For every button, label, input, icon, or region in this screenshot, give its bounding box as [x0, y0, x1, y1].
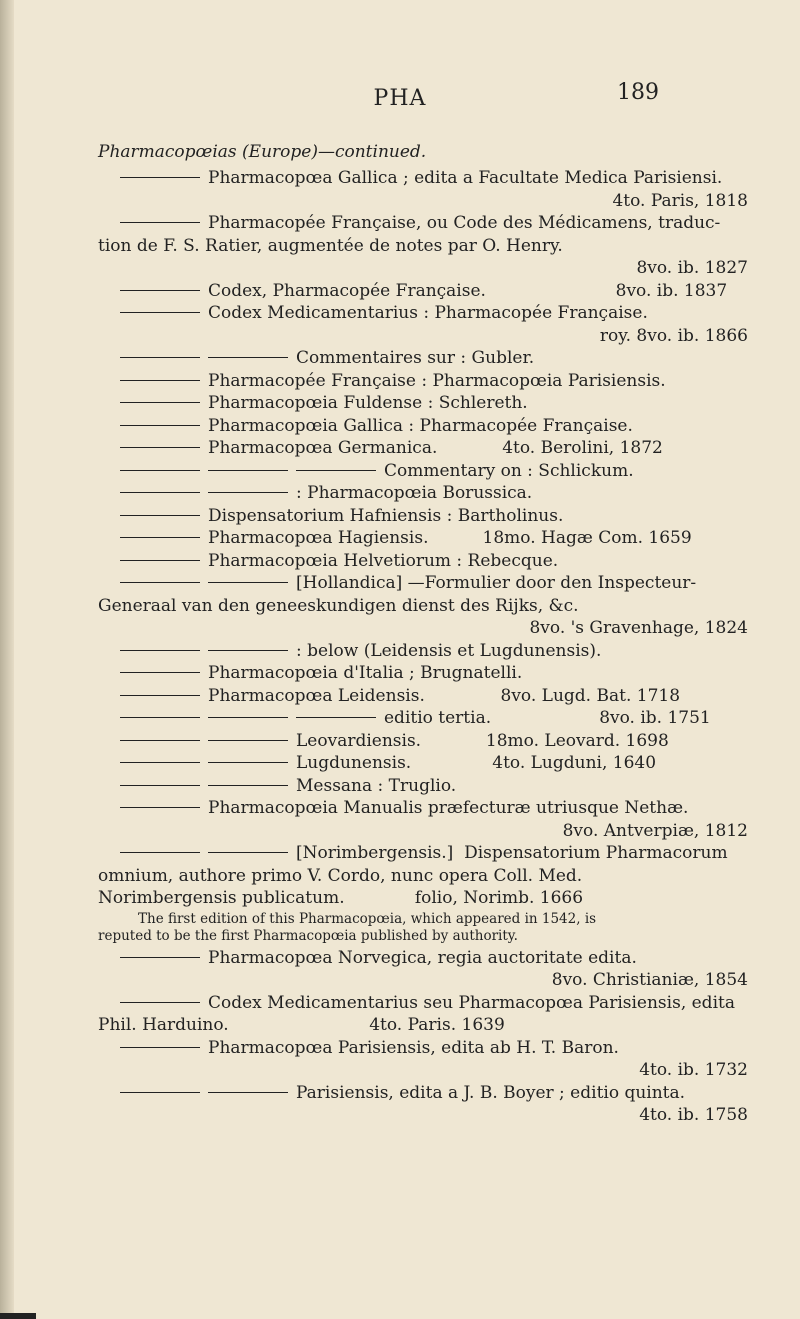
entry-line [98, 460, 748, 483]
ditto-dash [120, 740, 200, 741]
entry-line [98, 887, 748, 910]
entry-line [98, 280, 748, 303]
entry-line [98, 707, 748, 730]
bib-entry [98, 370, 748, 393]
entry-imprint: 8vo. 's Gravenhage, 1824 [529, 618, 748, 638]
ditto-dash [120, 1092, 200, 1093]
ditto-dashes [98, 550, 208, 573]
ditto-dash [120, 1047, 200, 1048]
entry-line [98, 595, 748, 618]
entry-text: Lugdunensis. 4to. Lugduni, 1640 [296, 753, 657, 773]
bib-entry [98, 797, 748, 842]
ditto-dash [208, 1092, 288, 1093]
ditto-dash [120, 762, 200, 763]
ditto-dash [120, 492, 200, 493]
section-title: Pharmacopœias (Europe)—continued. [98, 142, 427, 162]
entry-line [98, 730, 748, 753]
ditto-dashes [98, 992, 208, 1015]
ditto-dash [208, 785, 288, 786]
entry-text: Pharmacopée Française : Pharmacopœia Parisiensis. [208, 370, 666, 391]
ditto-dash [296, 717, 376, 718]
entry-line [98, 302, 748, 325]
entry-text: [Norimbergensis.] Dispensatorium Pharmacorum [296, 843, 728, 863]
entry-text: Pharmacopœa Hagiensis. 18mo. Hagæ Com. 1659 [208, 528, 692, 548]
bib-entry [98, 392, 748, 415]
entry-line [98, 572, 748, 595]
ditto-dash [120, 357, 200, 358]
entry-text: tion de F. S. Ratier, augmentée de notes par O. Henry. [98, 235, 563, 256]
bib-entry [98, 415, 748, 438]
ditto-dash [296, 470, 376, 471]
ditto-dashes [98, 842, 296, 865]
entry-line [98, 662, 748, 685]
entry-text: Pharmacopœa Gallica ; edita a Facultate Medica Parisiensi. [208, 168, 723, 188]
entry-text: Pharmacopœa Parisiensis, edita ab H. T. Baron. [208, 1037, 619, 1058]
entry-line [98, 685, 748, 708]
entry-line [98, 992, 748, 1015]
entry-line [98, 347, 748, 370]
entry-line [98, 550, 748, 573]
bib-entry [98, 167, 748, 212]
ditto-dashes [98, 752, 296, 775]
ditto-dash [120, 537, 200, 538]
entry-imprint: 8vo. ib. 1827 [636, 258, 748, 278]
entry-imprint: 4to. ib. 1758 [639, 1105, 748, 1125]
entry-line [98, 235, 748, 258]
entries-container [98, 167, 748, 1127]
entry-text: Pharmacopœa Norvegica, regia auctoritate edita. [208, 947, 637, 968]
bib-entry [98, 685, 748, 708]
ditto-dashes [98, 572, 296, 595]
entry-line [98, 392, 748, 415]
ditto-dash [120, 650, 200, 651]
footnote [98, 911, 748, 945]
entry-text: Generaal van den geneeskundigen dienst des Rijks, &c. [98, 595, 579, 616]
ditto-dash [208, 852, 288, 853]
ditto-dash [208, 717, 288, 718]
entry-text: Pharmacopœa Germanica. 4to. Berolini, 1872 [208, 438, 663, 458]
ditto-dashes [98, 797, 208, 820]
bib-entry [98, 707, 748, 730]
entry-line [98, 415, 748, 438]
bib-entry [98, 730, 748, 753]
entry-imprint: 4to. ib. 1732 [639, 1060, 748, 1080]
entry-line [98, 842, 748, 865]
ditto-dashes [98, 947, 208, 970]
running-head: PHA [373, 86, 427, 111]
ditto-dash [208, 470, 288, 471]
ditto-dashes [98, 685, 208, 708]
bib-entry [98, 527, 748, 550]
bibliography-list [98, 142, 748, 1127]
bib-entry [98, 572, 748, 640]
entry-line [98, 797, 748, 820]
bib-entry [98, 775, 748, 798]
ditto-dash [120, 1002, 200, 1003]
footnote-line: The first edition of this Pharmacopœia, which appeared in 1542, is [138, 910, 597, 927]
bib-entry [98, 947, 748, 992]
entry-text: Dispensatorium Hafniensis : Bartholinus. [208, 505, 564, 526]
entry-text: Pharmacopœia Gallica : Pharmacopée Française. [208, 415, 633, 436]
entry-text: omnium, authore primo V. Cordo, nunc opera Coll. Med. [98, 865, 583, 886]
entry-text: Pharmacopœia Helvetiorum : Rebecque. [208, 550, 559, 571]
bib-entry [98, 1082, 748, 1127]
entry-text: Messana : Truglio. [296, 775, 457, 796]
entry-line [98, 437, 748, 460]
bib-entry [98, 347, 748, 370]
ditto-dashes [98, 707, 384, 730]
ditto-dash [208, 357, 288, 358]
ditto-dashes [98, 640, 296, 663]
ditto-dash [208, 582, 288, 583]
entry-line [98, 212, 748, 235]
ditto-dash [120, 447, 200, 448]
entry-line [98, 482, 748, 505]
ditto-dash [208, 492, 288, 493]
ditto-dashes [98, 347, 296, 370]
entry-text: Codex Medicamentarius : Pharmacopée Française. [208, 303, 648, 323]
entry-line [98, 947, 748, 970]
entry-text: Pharmacopœia d'Italia ; Brugnatelli. [208, 663, 523, 683]
entry-line [98, 1014, 748, 1037]
entry-line [98, 505, 748, 528]
bib-entry [98, 505, 748, 528]
entry-line [98, 1082, 748, 1105]
bib-entry [98, 212, 748, 280]
entry-line [98, 640, 748, 663]
entry-text: [Hollandica] —Formulier door den Inspecteur- [296, 573, 697, 593]
bib-entry [98, 437, 748, 460]
bib-entry [98, 842, 748, 910]
ditto-dashes [98, 212, 208, 235]
ditto-dash [120, 515, 200, 516]
ditto-dashes [98, 437, 208, 460]
page-edge-shadow [0, 0, 14, 1319]
entry-text: : Pharmacopœia Borussica. [296, 483, 533, 503]
ditto-dash [120, 312, 200, 313]
ditto-dashes [98, 415, 208, 438]
ditto-dash [120, 402, 200, 403]
entry-line [98, 775, 748, 798]
entry-imprint: 8vo. Christianiæ, 1854 [551, 970, 748, 990]
ditto-dash [120, 425, 200, 426]
page-corner-mark [0, 1313, 36, 1319]
entry-line [98, 167, 748, 190]
ditto-dash [208, 650, 288, 651]
bib-entry [98, 992, 748, 1037]
ditto-dashes [98, 775, 296, 798]
entry-text: Pharmacopœa Leidensis. 8vo. Lugd. Bat. 1718 [208, 685, 681, 706]
entry-text: Pharmacopée Française, ou Code des Médicamens, traduc- [208, 213, 721, 233]
bib-entry [98, 550, 748, 573]
entry-text: Commentary on : Schlickum. [384, 460, 634, 481]
bib-entry [98, 662, 748, 685]
ditto-dashes [98, 527, 208, 550]
bib-entry [98, 482, 748, 505]
ditto-dash [120, 582, 200, 583]
ditto-dash [120, 470, 200, 471]
ditto-dashes [98, 662, 208, 685]
entry-text: : below (Leidensis et Lugdunensis). [296, 640, 602, 661]
entry-line [98, 527, 748, 550]
ditto-dash [120, 290, 200, 291]
ditto-dashes [98, 370, 208, 393]
entry-text: Commentaires sur : Gubler. [296, 348, 535, 368]
entry-text: Phil. Harduino. 4to. Paris. 1639 [98, 1015, 505, 1035]
entry-text: Pharmacopœia Fuldense : Schlereth. [208, 393, 528, 413]
entry-text: Pharmacopœia Manualis præfecturæ utriusque Nethæ. [208, 798, 689, 818]
entry-text: Norimbergensis publicatum. folio, Norimb. 1666 [98, 888, 584, 908]
ditto-dashes [98, 505, 208, 528]
entry-text: Codex Medicamentarius seu Pharmacopœa Parisiensis, edita [208, 992, 735, 1013]
entry-imprint: 4to. Paris, 1818 [612, 190, 748, 211]
entry-text: Leovardiensis. 18mo. Leovard. 1698 [296, 730, 669, 751]
entry-text: Parisiensis, edita a J. B. Boyer ; editio quinta. [296, 1082, 686, 1103]
ditto-dashes [98, 460, 384, 483]
entry-imprint: roy. 8vo. ib. 1866 [599, 325, 748, 346]
entry-text: editio tertia. 8vo. ib. 1751 [384, 708, 711, 728]
entry-imprint: 8vo. Antverpiæ, 1812 [562, 820, 748, 841]
ditto-dash [120, 177, 200, 178]
ditto-dashes [98, 482, 296, 505]
bib-entry [98, 640, 748, 663]
ditto-dash [120, 717, 200, 718]
ditto-dash [120, 380, 200, 381]
ditto-dashes [98, 1082, 296, 1105]
entry-line [98, 1037, 748, 1060]
ditto-dashes [98, 1037, 208, 1060]
bib-entry [98, 280, 748, 303]
ditto-dash [208, 762, 288, 763]
bib-entry [98, 460, 748, 483]
entry-line [98, 752, 748, 775]
bib-entry [98, 752, 748, 775]
page-number: 189 [617, 80, 659, 105]
footnote-line: reputed to be the first Pharmacopœia published by authority. [98, 927, 518, 944]
ditto-dashes [98, 392, 208, 415]
ditto-dash [208, 740, 288, 741]
ditto-dashes [98, 167, 208, 190]
ditto-dash [120, 785, 200, 786]
entry-line [98, 865, 748, 888]
entry-text: Codex, Pharmacopée Française. 8vo. ib. 1837 [208, 280, 728, 301]
ditto-dash [120, 807, 200, 808]
entry-line [98, 370, 748, 393]
ditto-dash [120, 957, 200, 958]
ditto-dash [120, 672, 200, 673]
ditto-dashes [98, 730, 296, 753]
ditto-dash [120, 222, 200, 223]
ditto-dash [120, 695, 200, 696]
ditto-dashes [98, 302, 208, 325]
ditto-dash [120, 560, 200, 561]
ditto-dashes [98, 280, 208, 303]
ditto-dash [120, 852, 200, 853]
bib-entry [98, 302, 748, 347]
bib-entry [98, 1037, 748, 1082]
